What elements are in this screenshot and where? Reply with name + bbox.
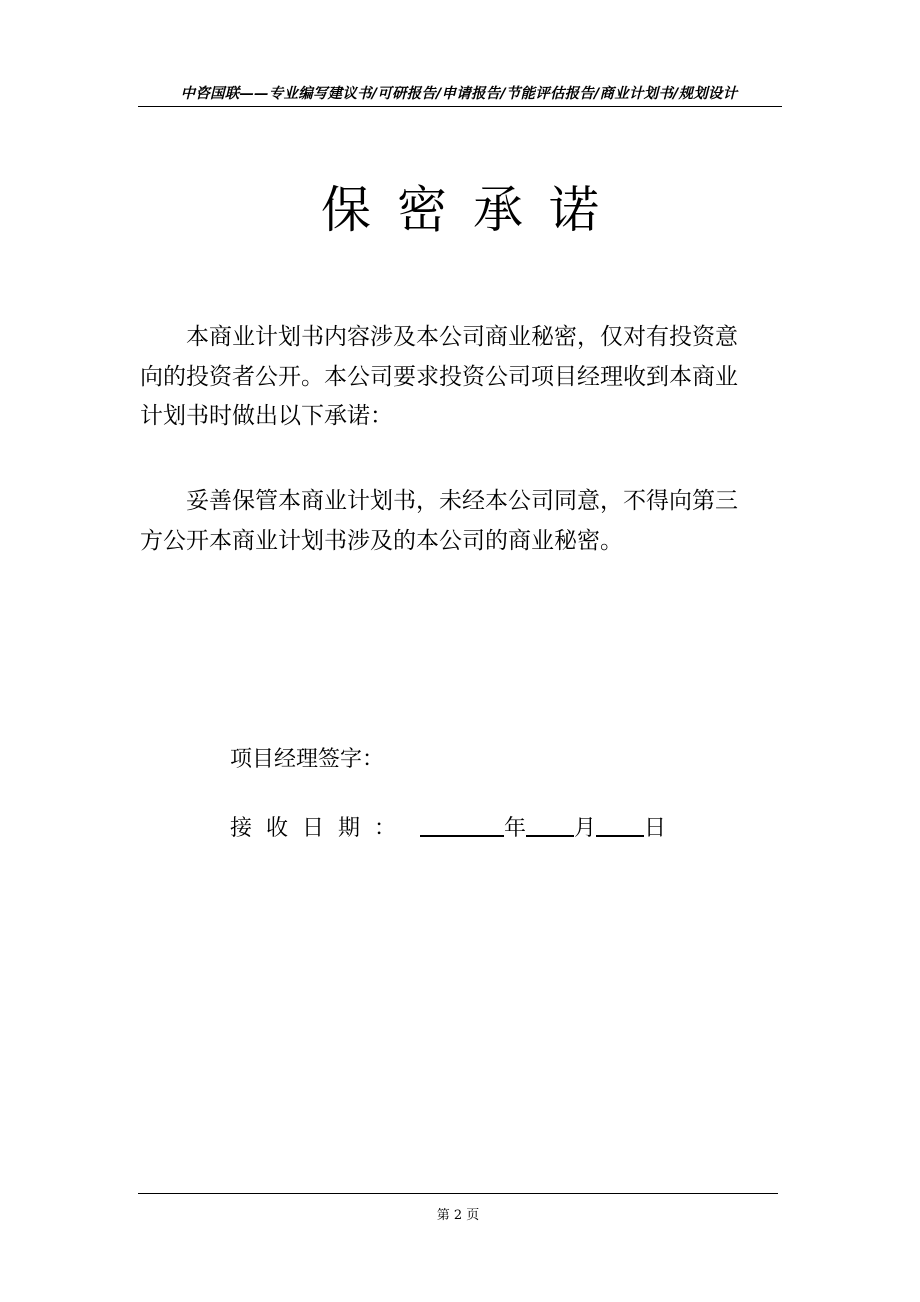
paragraph-line: 计划书时做出以下承诺： — [140, 403, 393, 429]
receive-date-row — [230, 811, 666, 844]
year-blank[interactable] — [420, 811, 504, 837]
document-title: 保密承诺 — [321, 181, 625, 239]
day-blank[interactable] — [596, 811, 644, 837]
month-unit: 月 — [574, 816, 597, 841]
paragraph-line: 妥善保管本商业计划书，未经本公司同意，不得向第三 — [186, 488, 738, 514]
manager-signature-label: 项目经理签字： — [230, 747, 385, 772]
page-header: 中咨国联——专业编写建议书/可研报告/申请报告/节能评估报告/商业计划书/规划设计 — [180, 86, 738, 102]
paragraph-line: 本商业计划书内容涉及本公司商业秘密，仅对有投资意 — [186, 324, 738, 350]
commitment-paragraph-1 — [140, 318, 782, 437]
paragraph-line: 向的投资者公开。本公司要求投资公司项目经理收到本商业 — [140, 363, 738, 390]
footer-divider — [138, 1193, 778, 1194]
header-divider — [138, 106, 782, 107]
commitment-paragraph-2 — [140, 482, 782, 561]
paragraph-line: 方公开本商业计划书涉及的本公司的商业秘密。 — [140, 527, 623, 554]
day-unit: 日 — [644, 816, 667, 841]
month-blank[interactable] — [526, 811, 574, 837]
page-number: 第 2 页 — [436, 1208, 480, 1223]
receive-date-label: 接收日期： — [230, 816, 411, 841]
year-unit: 年 — [504, 816, 527, 841]
